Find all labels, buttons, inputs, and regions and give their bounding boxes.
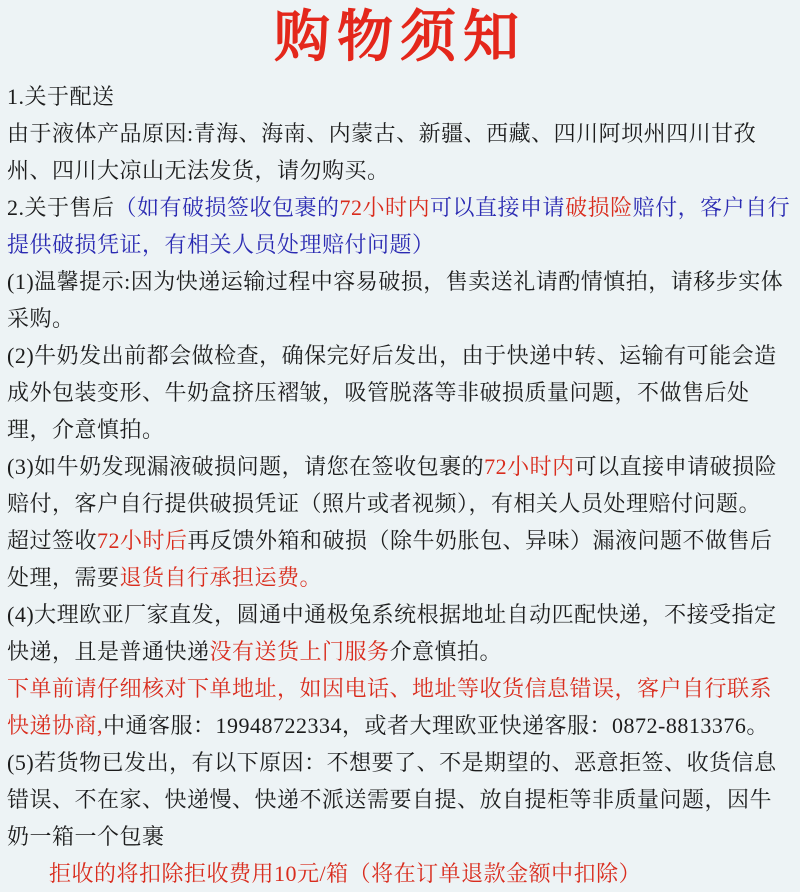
section-delivery-heading [7, 78, 793, 115]
aftersale-item-3 [7, 448, 793, 522]
text-segment-red: 72小时内 [339, 195, 431, 220]
text-segment-black: 介意慎拍。 [389, 639, 503, 664]
text-segment-black: 超过签收 [7, 528, 98, 553]
text-segment-black: 再反馈外箱和破损（除牛奶胀包、异味）漏液问题不做售后处理，需要 [7, 528, 773, 590]
rejection-fee-note [7, 855, 793, 892]
text-segment-black: (3)如牛奶发现漏液破损问题，请您在签收包裹的 [7, 454, 485, 479]
text-segment-black: (5)若货物已发出，有以下原因：不想要了、不是期望的、恶意拒签、收货信息错误、不在家、快递慢、快递不派送需要自提、放自提柜等非质量问题，因牛奶一箱一个包裹 [7, 750, 777, 849]
notice-body [0, 78, 800, 892]
text-segment-red: 拒收的将扣除拒收费用10元/箱（将在订单退款金额中扣除） [49, 861, 642, 886]
text-segment-blue: 赔付，客户自行提供破损凭证，有相关人员处理赔付问题） [7, 195, 791, 257]
address-warning [7, 670, 793, 744]
text-segment-black: 中通客服：19948722334，或者大理欧亚快递客服：0872-8813376。 [103, 713, 769, 738]
text-segment-red: 没有送货上门服务 [209, 639, 390, 664]
text-segment-black: (1)温馨提示:因为快递运输过程中容易破损，售卖送礼请酌情慎拍，请移步实体采购。 [7, 269, 784, 331]
notice-title: 购物须知 [274, 7, 526, 69]
text-segment-black: (4)大理欧亚厂家直发，圆通中通极兔系统根据地址自动匹配快递，不接受指定快递，且是普通快递 [7, 602, 777, 664]
text-segment-red: 72小时后 [97, 528, 188, 553]
text-segment-red: 下单前请仔细核对下单地址，如因电话、地址等收货信息错误，客户自行联系快递协商, [7, 676, 773, 738]
section-delivery-body [7, 115, 793, 189]
aftersale-item-1 [7, 263, 793, 337]
text-segment-black: (2)牛奶发出前都会做检查，确保完好后发出，由于快递中转、运输有可能会造成外包装变形、牛奶盒挤压褶皱，吸管脱落等非破损质量问题，不做售后处理，介意慎拍。 [7, 343, 777, 442]
text-segment-black: 可以直接申请破损险赔付，客户自行提供破损凭证（照片或者视频），有相关人员处理赔付问题。 [7, 454, 778, 516]
text-segment-black: 1.关于配送 [7, 84, 115, 109]
aftersale-item-3-note [7, 522, 793, 596]
text-segment-blue: （如有破损签收包裹的 [114, 195, 340, 220]
shopping-notice-page [0, 2, 800, 886]
text-segment-red: 退货自行承担运费。 [119, 565, 323, 590]
text-segment-black: 由于液体产品原因:青海、海南、内蒙古、新疆、西藏、四川阿坝州四川甘孜州、四川大凉山无法发货，请勿购买。 [7, 121, 757, 183]
text-segment-blue: 可以直接申请 [430, 195, 566, 220]
text-segment-black: 2.关于售后 [7, 195, 115, 220]
aftersale-item-4 [7, 596, 793, 670]
text-segment-red: 破损险 [565, 195, 633, 220]
aftersale-item-2 [7, 337, 793, 448]
section-aftersale-heading [7, 189, 793, 263]
text-segment-red: 72小时内 [484, 454, 575, 479]
